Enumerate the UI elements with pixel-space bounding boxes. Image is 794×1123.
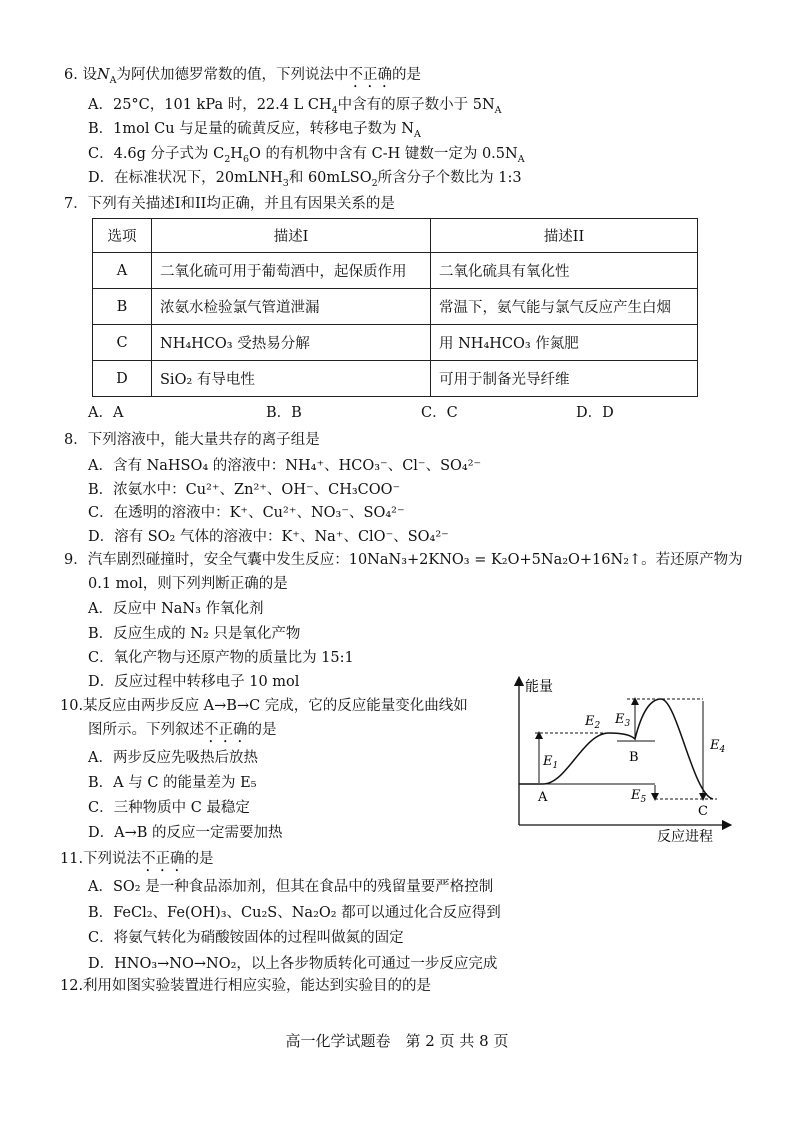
q11-option-c: C．将氨气转化为硝酸铵固体的过程叫做氮的固定: [88, 930, 404, 946]
table-row: [93, 325, 698, 361]
label-e5: $E_5$: [631, 788, 647, 805]
label-c: C: [698, 804, 708, 819]
x-axis-label: 反应进程: [657, 829, 713, 845]
label-e3: $E_3$: [615, 712, 631, 729]
table-cell: NH₄HCO₃ 受热易分解: [152, 325, 431, 361]
table-cell: D: [93, 361, 152, 397]
q12-stem: 12.利用如图实验装置进行相应实验，能达到实验目的的是: [60, 978, 432, 994]
table-cell: A: [93, 253, 152, 289]
q10-option-b: B．A 与 C 的能量差为 E₅: [88, 775, 257, 791]
table-header-cell: 选项: [93, 219, 152, 253]
label-a: A: [538, 790, 548, 805]
q8-option-c: C．在透明的溶液中：K⁺、Cu²⁺、NO₃⁻、SO₄²⁻: [88, 505, 405, 521]
table-cell: 用 NH₄HCO₃ 作氮肥: [431, 325, 698, 361]
q9-option-c: C．氧化产物与还原产物的质量比为 15:1: [88, 650, 354, 666]
table-header-cell: 描述I: [152, 219, 431, 253]
q7-option-c: C．C: [421, 405, 458, 421]
q6-option-a: A．25°C，101 kPa 时，22.4 L $CH_4$中含有的原子数小于 $5N_A$: [88, 97, 502, 116]
q6-stem: 6. 设$N_A$为阿伏加德罗常数的值，下列说法中不正确的是: [64, 67, 422, 86]
table-cell: SiO₂ 有导电性: [152, 361, 431, 397]
q11-stem: 11.下列说法不正确的是: [60, 851, 214, 867]
label-e1: $E_1$: [543, 754, 559, 771]
q10-option-c: C．三种物质中 C 最稳定: [88, 800, 250, 816]
q7-table: [92, 218, 698, 397]
q10-stem-line1: 10.某反应由两步反应 A→B→C 完成，它的反应能量变化曲线如: [60, 698, 468, 714]
q6-option-b: B．1mol Cu 与足量的硫黄反应，转移电子数为 $N_A$: [88, 121, 421, 140]
q11-option-d: D．HNO₃→NO→NO₂，以上各步物质转化可通过一步反应完成: [88, 956, 498, 972]
table-cell: 浓氨水检验氯气管道泄漏: [152, 289, 431, 325]
q10-option-a: A．两步反应先吸热后放热: [88, 750, 258, 766]
q7-stem: 7．下列有关描述I和II均正确，并且有因果关系的是: [64, 196, 395, 212]
table-cell: 可用于制备光导纤维: [431, 361, 698, 397]
q9-stem-line2: 0.1 mol，则下列判断正确的是: [88, 576, 288, 592]
label-e4: $E_4$: [710, 738, 726, 755]
q10-option-d: D．A→B 的反应一定需要加热: [88, 825, 283, 841]
q10-stem-line2: 图所示。下列叙述不正确的是: [88, 722, 277, 738]
q9-stem-line1: 9．汽车剧烈碰撞时，安全气囊中发生反应：10NaN₃+2KNO₃ = K₂O+5Na₂O+16N₂↑。若还原产物为: [64, 552, 743, 568]
q7-option-d: D．D: [576, 405, 614, 421]
y-axis-label: 能量: [525, 679, 553, 695]
q11-option-b: B．FeCl₂、Fe(OH)₃、Cu₂S、Na₂O₂ 都可以通过化合反应得到: [88, 905, 501, 921]
label-e2: $E_2$: [585, 714, 601, 731]
label-b: B: [629, 750, 639, 765]
table-row: [93, 253, 698, 289]
q7-option-a: A．A: [88, 405, 124, 421]
energy-diagram: [505, 675, 765, 845]
q8-option-a: A．含有 NaHSO₄ 的溶液中：NH₄⁺、HCO₃⁻、Cl⁻、SO₄²⁻: [88, 458, 482, 474]
q9-option-a: A．反应中 NaN₃ 作氧化剂: [88, 601, 264, 617]
q11-option-a: A．SO₂ 是一种食品添加剂，但其在食品中的残留量要严格控制: [88, 879, 494, 895]
q8-stem: 8．下列溶液中，能大量共存的离子组是: [64, 432, 320, 448]
q6-option-c: C．4.6g 分子式为 $C_2H_6O$ 的有机物中含有 C-H 键数一定为 $0.5N_A$: [88, 146, 525, 165]
q9-option-d: D．反应过程中转移电子 10 mol: [88, 674, 300, 690]
table-cell: 二氧化硫可用于葡萄酒中，起保质作用: [152, 253, 431, 289]
q8-option-b: B．浓氨水中：Cu²⁺、Zn²⁺、OH⁻、CH₃COO⁻: [88, 482, 401, 498]
table-row: [93, 289, 698, 325]
q7-answer-options: [0, 404, 794, 424]
q6-option-d: D．在标准状况下，20mLNH$_3$和 60mLSO$_2$所含分子个数比为 1:3: [88, 170, 522, 189]
table-header-cell: 描述II: [431, 219, 698, 253]
table-cell: 常温下，氨气能与氯气反应产生白烟: [431, 289, 698, 325]
table-cell: C: [93, 325, 152, 361]
q7-option-b: B．B: [266, 405, 302, 421]
table-row: [93, 361, 698, 397]
table-cell: 二氧化硫具有氧化性: [431, 253, 698, 289]
q8-option-d: D．溶有 SO₂ 气体的溶液中：K⁺、Na⁺、ClO⁻、SO₄²⁻: [88, 529, 449, 545]
q9-option-b: B．反应生成的 N₂ 只是氧化产物: [88, 626, 301, 642]
table-header-row: [93, 219, 698, 253]
table-cell: B: [93, 289, 152, 325]
page-footer: 高一化学试题卷 第 2 页 共 8 页: [285, 1032, 509, 1050]
